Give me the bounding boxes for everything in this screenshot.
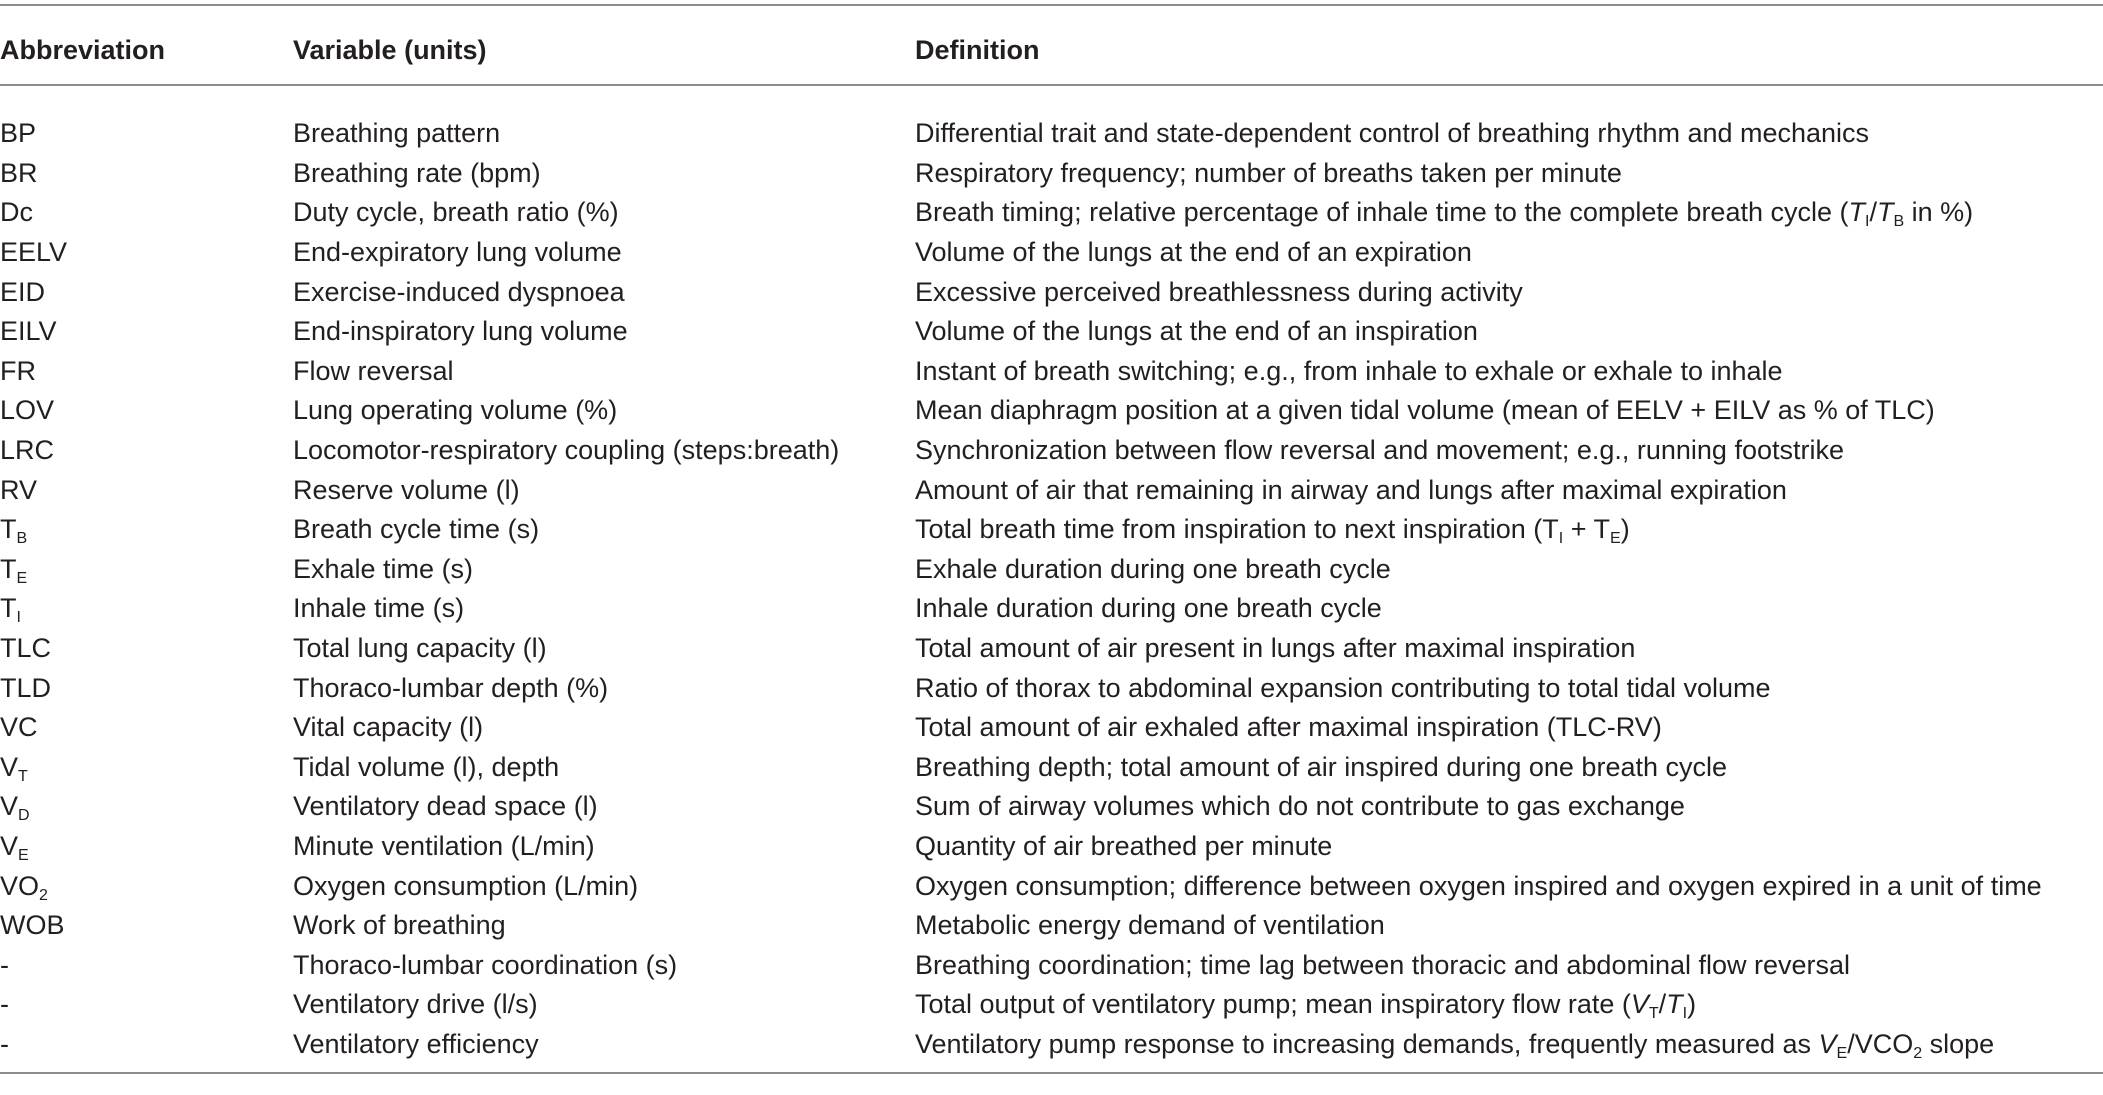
- abbr-cell: -: [0, 949, 9, 980]
- abbr-cell: -: [0, 989, 9, 1020]
- variable-cell: Locomotor-respiratory coupling (steps:breath): [293, 435, 840, 466]
- abbr-cell: VC: [0, 712, 38, 743]
- variable-cell: Total lung capacity (l): [293, 633, 547, 664]
- definition-cell: Breathing coordination; time lag between thoracic and abdominal flow reversal: [915, 949, 1851, 980]
- variable-cell: Thoraco-lumbar depth (%): [293, 672, 609, 703]
- variable-cell: Work of breathing: [293, 910, 506, 941]
- abbr-cell: Dc: [0, 197, 33, 228]
- abbr-cell: $T_B$: [0, 514, 28, 548]
- abbr-cell: $V_E$: [0, 830, 29, 864]
- table-row: [0, 154, 2103, 194]
- variable-cell: Ventilatory efficiency: [293, 1028, 539, 1059]
- definition-cell: Excessive perceived breathlessness during activity: [915, 276, 1523, 307]
- table-row: [0, 193, 2103, 233]
- table-row: [0, 550, 2103, 590]
- variable-cell: Tidal volume (l), depth: [293, 751, 560, 782]
- abbr-cell: $T_I$: [0, 593, 21, 627]
- definition-cell: Volume of the lungs at the end of an expiration: [915, 237, 1472, 268]
- definition-cell: Synchronization between flow reversal and movement; e.g., running footstrike: [915, 435, 1844, 466]
- definition-cell: Quantity of air breathed per minute: [915, 830, 1333, 861]
- header-abbreviation: Abbreviation: [0, 34, 166, 65]
- table-row: [0, 668, 2103, 708]
- definition-cell: Mean diaphragm position at a given tidal volume (mean of EELV + EILV as % of TLC): [915, 395, 1935, 426]
- table-row: [0, 906, 2103, 946]
- table-row: [0, 391, 2103, 431]
- table-row: [0, 431, 2103, 471]
- variable-cell: Reserve volume (l): [293, 474, 520, 505]
- table-bottom-rule: [0, 1072, 2103, 1074]
- header-definition: Definition: [915, 34, 1040, 65]
- table-row: [0, 748, 2103, 788]
- table-row: [0, 1025, 2103, 1065]
- abbr-cell: FR: [0, 355, 36, 386]
- abbr-cell: LRC: [0, 435, 55, 466]
- abbr-cell: $V_D$: [0, 791, 30, 825]
- definition-cell: Ratio of thorax to abdominal expansion contributing to total tidal volume: [915, 672, 1771, 703]
- abbr-cell: RV: [0, 474, 38, 505]
- definition-cell: Total breath time from inspiration to next inspiration $(T_I + T_E)$: [915, 514, 1630, 548]
- abbr-cell: BR: [0, 157, 38, 188]
- table-row: [0, 233, 2103, 273]
- header-variable: Variable (units): [293, 34, 487, 65]
- table-row: [0, 708, 2103, 748]
- abbr-cell: LOV: [0, 395, 55, 426]
- abbr-cell: TLC: [0, 633, 52, 664]
- variable-cell: Ventilatory drive (l/s): [293, 989, 538, 1020]
- definition-cell: Oxygen consumption; difference between oxygen inspired and oxygen expired in a unit of time: [915, 870, 2042, 901]
- table-row: [0, 945, 2103, 985]
- variable-cell: Vital capacity (l): [293, 712, 484, 743]
- definition-cell: Metabolic energy demand of ventilation: [915, 910, 1385, 941]
- abbr-cell: -: [0, 1028, 9, 1059]
- abbr-cell: TLD: [0, 672, 52, 703]
- definition-cell: Exhale duration during one breath cycle: [915, 553, 1391, 584]
- variable-cell: Thoraco-lumbar coordination (s): [293, 949, 678, 980]
- definition-cell: Total output of ventilatory pump; mean inspiratory flow rate $(V_T/T_I)$: [915, 989, 1697, 1023]
- variable-cell: Lung operating volume (%): [293, 395, 618, 426]
- abbr-cell: $V_T$: [0, 751, 28, 785]
- definition-cell: Instant of breath switching; e.g., from inhale to exhale or exhale to inhale: [915, 355, 1783, 386]
- variable-cell: End-inspiratory lung volume: [293, 316, 628, 347]
- table-row: [0, 312, 2103, 352]
- table-row: [0, 866, 2103, 906]
- variable-cell: Breath cycle time (s): [293, 514, 540, 545]
- table-row: [0, 272, 2103, 312]
- table-row: [0, 510, 2103, 550]
- table-row: [0, 352, 2103, 392]
- variable-cell: Flow reversal: [293, 355, 454, 386]
- abbr-cell: EELV: [0, 237, 68, 268]
- variable-cell: Breathing pattern: [293, 118, 501, 149]
- table-row: [0, 470, 2103, 510]
- definition-cell: Inhale duration during one breath cycle: [915, 593, 1382, 624]
- abbr-cell: EID: [0, 276, 46, 307]
- variable-cell: Minute ventilation (L/min): [293, 830, 595, 861]
- variable-cell: Inhale time (s): [293, 593, 465, 624]
- variable-cell: Oxygen consumption (L/min): [293, 870, 639, 901]
- table-row: [0, 985, 2103, 1025]
- variable-cell: Exhale time (s): [293, 553, 474, 584]
- table-row: [0, 787, 2103, 827]
- variable-cell: Breathing rate (bpm): [293, 157, 541, 188]
- table-header-row: [0, 0, 2103, 92]
- variable-cell: Duty cycle, breath ratio (%): [293, 197, 619, 228]
- definition-cell: Breath timing; relative percentage of inhale time to the complete breath cycle ($T_I/T_B$ in %): [915, 197, 1974, 231]
- definition-cell: Differential trait and state-dependent control of breathing rhythm and mechanics: [915, 118, 1870, 149]
- abbr-cell: BP: [0, 118, 37, 149]
- table-row: [0, 629, 2103, 669]
- definition-cell: Ventilatory pump response to increasing demands, frequently measured as $V_E/VCO_2$ slope: [915, 1028, 1995, 1062]
- variable-cell: Exercise-induced dyspnoea: [293, 276, 625, 307]
- definition-cell: Volume of the lungs at the end of an inspiration: [915, 316, 1478, 347]
- table-row: [0, 589, 2103, 629]
- variable-cell: Ventilatory dead space (l): [293, 791, 598, 822]
- definition-cell: Amount of air that remaining in airway and lungs after maximal expiration: [915, 474, 1787, 505]
- definition-cell: Sum of airway volumes which do not contribute to gas exchange: [915, 791, 1685, 822]
- abbr-cell: $VO_2$: [0, 870, 48, 904]
- definition-cell: Respiratory frequency; number of breaths taken per minute: [915, 157, 1622, 188]
- definition-cell: Total amount of air present in lungs after maximal inspiration: [915, 633, 1636, 664]
- abbr-cell: WOB: [0, 910, 65, 941]
- abbr-cell: EILV: [0, 316, 57, 347]
- definition-cell: Breathing depth; total amount of air inspired during one breath cycle: [915, 751, 1728, 782]
- variable-cell: End-expiratory lung volume: [293, 237, 622, 268]
- table-row: [0, 827, 2103, 867]
- table-row: [0, 92, 2103, 154]
- abbr-cell: $T_E$: [0, 553, 28, 587]
- definition-cell: Total amount of air exhaled after maximal inspiration (TLC-RV): [915, 712, 1662, 743]
